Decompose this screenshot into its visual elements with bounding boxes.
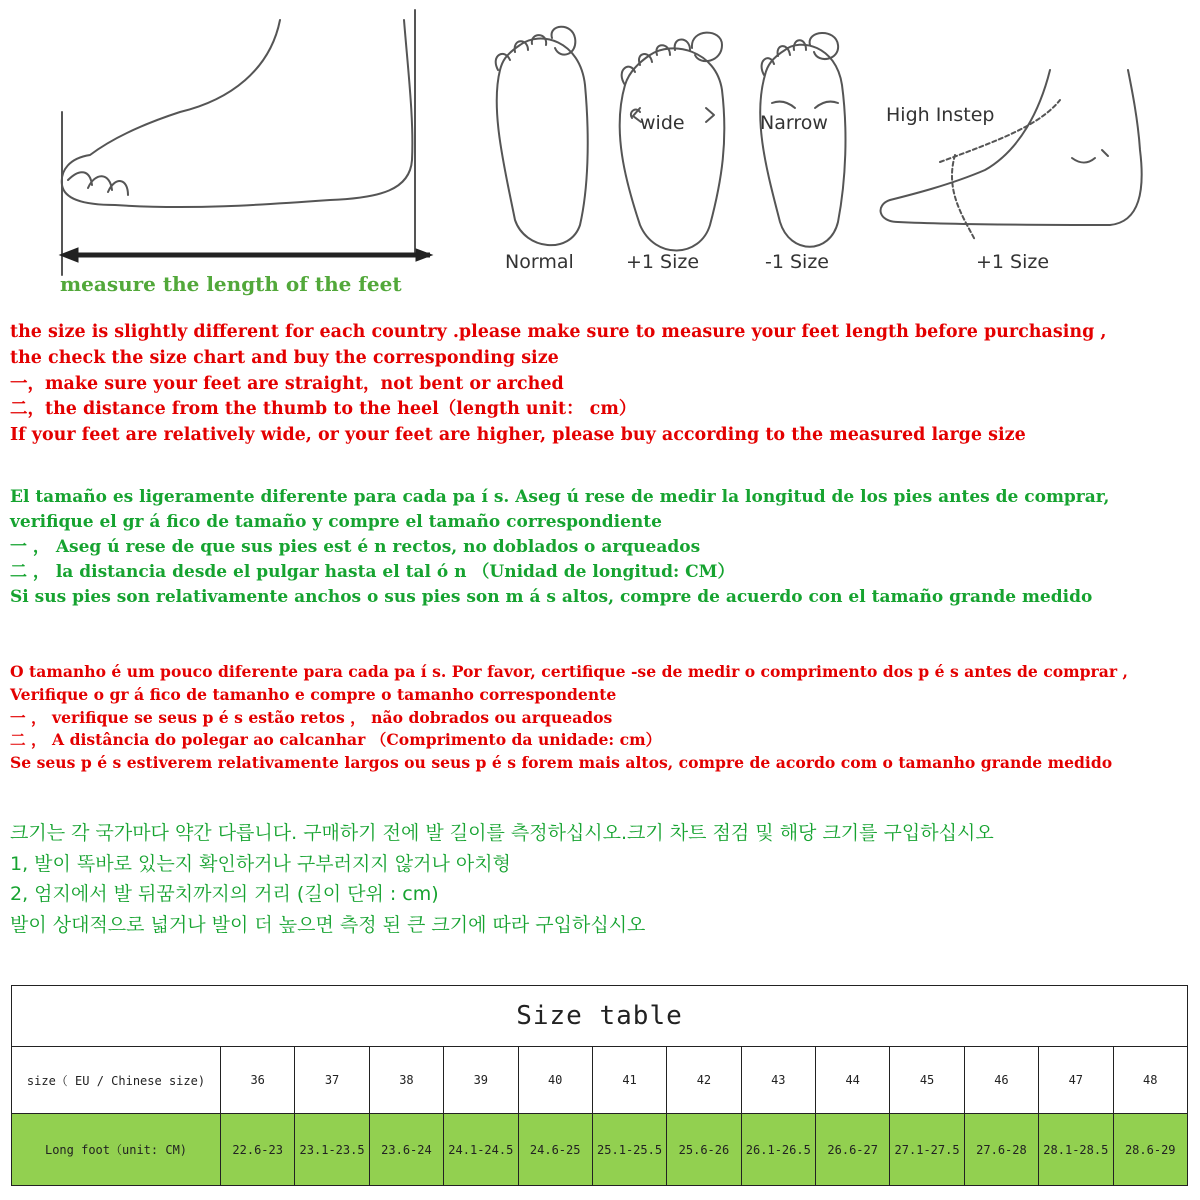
foot-length-cell: 28.1-28.5 bbox=[1039, 1114, 1113, 1186]
instruction-line: O tamanho é um pouco diferente para cada pa í s. Por favor, certifique -se de medir o comprimento dos p é s antes de comprar , bbox=[10, 662, 1128, 681]
instruction-line: 一，make sure your feet are straight，not bent or arched bbox=[10, 373, 564, 394]
ankle-mark bbox=[1072, 150, 1108, 163]
wide-arrow-right bbox=[706, 108, 714, 122]
size-row-header: size（ EU / Chinese size) bbox=[12, 1047, 221, 1114]
size-table bbox=[11, 985, 1188, 1186]
size-cell: 45 bbox=[890, 1047, 964, 1114]
foot-length-cell: 24.6-25 bbox=[518, 1114, 592, 1186]
instruction-line: the size is slightly different for each country .please make sure to measure your feet length before purchasing , bbox=[10, 322, 1107, 342]
instruction-line: If your feet are relatively wide, or your feet are higher, please buy according to the measured large size bbox=[10, 425, 1026, 446]
size-cell: 40 bbox=[518, 1047, 592, 1114]
instruction-line: 크기는 각 국가마다 약간 다릅니다. 구매하기 전에 발 길이를 측정하십시오.크기 차트 점검 및 해당 크기를 구입하십시오 bbox=[10, 822, 994, 844]
size-cell: 48 bbox=[1113, 1047, 1188, 1114]
instruction-line: 一 ， Aseg ú rese de que sus pies est é n rectos, no doblados o arqueados bbox=[10, 537, 701, 557]
foot-length-row-header: Long foot（unit: CM) bbox=[12, 1114, 221, 1186]
instruction-line: El tamaño es ligeramente diferente para cada pa í s. Aseg ú rese de medir la longitud de los pies antes de comprar, bbox=[10, 487, 1110, 507]
instructions-korean bbox=[10, 818, 1195, 940]
size-cell: 44 bbox=[816, 1047, 890, 1114]
foot-type-narrow-label: Narrow bbox=[760, 112, 828, 134]
instruction-line: 二，the distance from the thumb to the heel（length unit： cm） bbox=[10, 399, 637, 420]
instruction-line: Verifique o gr á fico de tamanho e compre o tamanho correspondente bbox=[10, 684, 617, 704]
normal-sole-outline bbox=[497, 38, 588, 245]
foot-length-cell: 26.1-26.5 bbox=[741, 1114, 815, 1186]
instruction-line: the check the size chart and buy the corresponding size bbox=[10, 347, 559, 368]
size-cell: 42 bbox=[667, 1047, 741, 1114]
foot-length-cell: 24.1-24.5 bbox=[444, 1114, 518, 1186]
foot-length-cell: 22.6-23 bbox=[221, 1114, 295, 1186]
foot-type-narrow-size-hint: -1 Size bbox=[765, 251, 829, 273]
instruction-line: verifique el gr á fico de tamaño y compre el tamaño correspondiente bbox=[10, 512, 662, 532]
foot-length-cell: 26.6-27 bbox=[816, 1114, 890, 1186]
instructions-spanish bbox=[10, 485, 1195, 610]
foot-type-high-instep-label: High Instep bbox=[886, 104, 995, 126]
foot-type-wide-size-hint: +1 Size bbox=[626, 251, 700, 273]
narrow-arrow-left bbox=[772, 102, 795, 108]
instruction-line: 1, 발이 똑바로 있는지 확인하거나 구부러지지 않거나 아치형 bbox=[10, 852, 511, 875]
foot-length-row bbox=[12, 1114, 1188, 1186]
size-cell: 47 bbox=[1039, 1047, 1113, 1114]
instruction-line: Se seus p é s estiverem relativamente largos ou seus p é s forem mais altos, compre de acordo com o tamanho grande medido bbox=[10, 753, 1113, 773]
size-cell: 39 bbox=[444, 1047, 518, 1114]
instructions-english bbox=[10, 320, 1195, 449]
side-foot-toes bbox=[68, 172, 128, 195]
foot-length-cell: 23.1-23.5 bbox=[295, 1114, 369, 1186]
size-cell: 46 bbox=[964, 1047, 1038, 1114]
foot-length-cell: 27.1-27.5 bbox=[890, 1114, 964, 1186]
foot-length-cell: 27.6-28 bbox=[964, 1114, 1038, 1186]
foot-length-cell: 25.6-26 bbox=[667, 1114, 741, 1186]
foot-type-normal-label: Normal bbox=[505, 251, 574, 273]
instruction-line: Si sus pies son relativamente anchos o sus pies son m á s altos, compre de acuerdo con el tamaño grande medido bbox=[10, 587, 1093, 607]
foot-length-cell: 25.1-25.5 bbox=[592, 1114, 666, 1186]
size-row bbox=[12, 1047, 1188, 1114]
measure-length-caption: measure the length of the feet bbox=[60, 272, 402, 296]
size-cell: 43 bbox=[741, 1047, 815, 1114]
narrow-arrow-right bbox=[815, 102, 838, 108]
foot-type-wide-label: wide bbox=[640, 112, 685, 134]
size-table-title: Size table bbox=[12, 986, 1188, 1047]
size-cell: 36 bbox=[221, 1047, 295, 1114]
size-cell: 38 bbox=[369, 1047, 443, 1114]
foot-length-cell: 28.6-29 bbox=[1113, 1114, 1188, 1186]
instruction-line: 二 ， A distância do polegar ao calcanhar （Comprimento da unidade: cm） bbox=[10, 730, 662, 750]
size-cell: 41 bbox=[592, 1047, 666, 1114]
instruction-line: 一 ， verifique se seus p é s estão retos ， não dobrados ou arqueados bbox=[10, 707, 613, 727]
instruction-line: 2, 엄지에서 발 뒤꿈치까지의 거리 (길이 단위 : cm) bbox=[10, 883, 439, 905]
high-instep-foot-outline bbox=[881, 70, 1142, 225]
size-cell: 37 bbox=[295, 1047, 369, 1114]
foot-type-high-instep-size-hint: +1 Size bbox=[976, 251, 1050, 273]
instruction-line: 二 ， la distancia desde el pulgar hasta el tal ó n （Unidad de longitud: CM） bbox=[10, 562, 735, 582]
foot-measure-illustration bbox=[0, 0, 1200, 305]
wide-sole-toes bbox=[622, 33, 722, 85]
side-foot-outline bbox=[62, 20, 413, 207]
instructions-portuguese bbox=[10, 661, 1195, 775]
length-arrow bbox=[60, 248, 432, 262]
instruction-line: 발이 상대적으로 넓거나 발이 더 높으면 측정 된 큰 크기에 따라 구입하십시오 bbox=[10, 913, 646, 936]
narrow-sole-outline bbox=[760, 45, 845, 247]
wide-sole-outline bbox=[620, 48, 725, 250]
foot-length-cell: 23.6-24 bbox=[369, 1114, 443, 1186]
normal-sole-toes bbox=[496, 27, 576, 70]
